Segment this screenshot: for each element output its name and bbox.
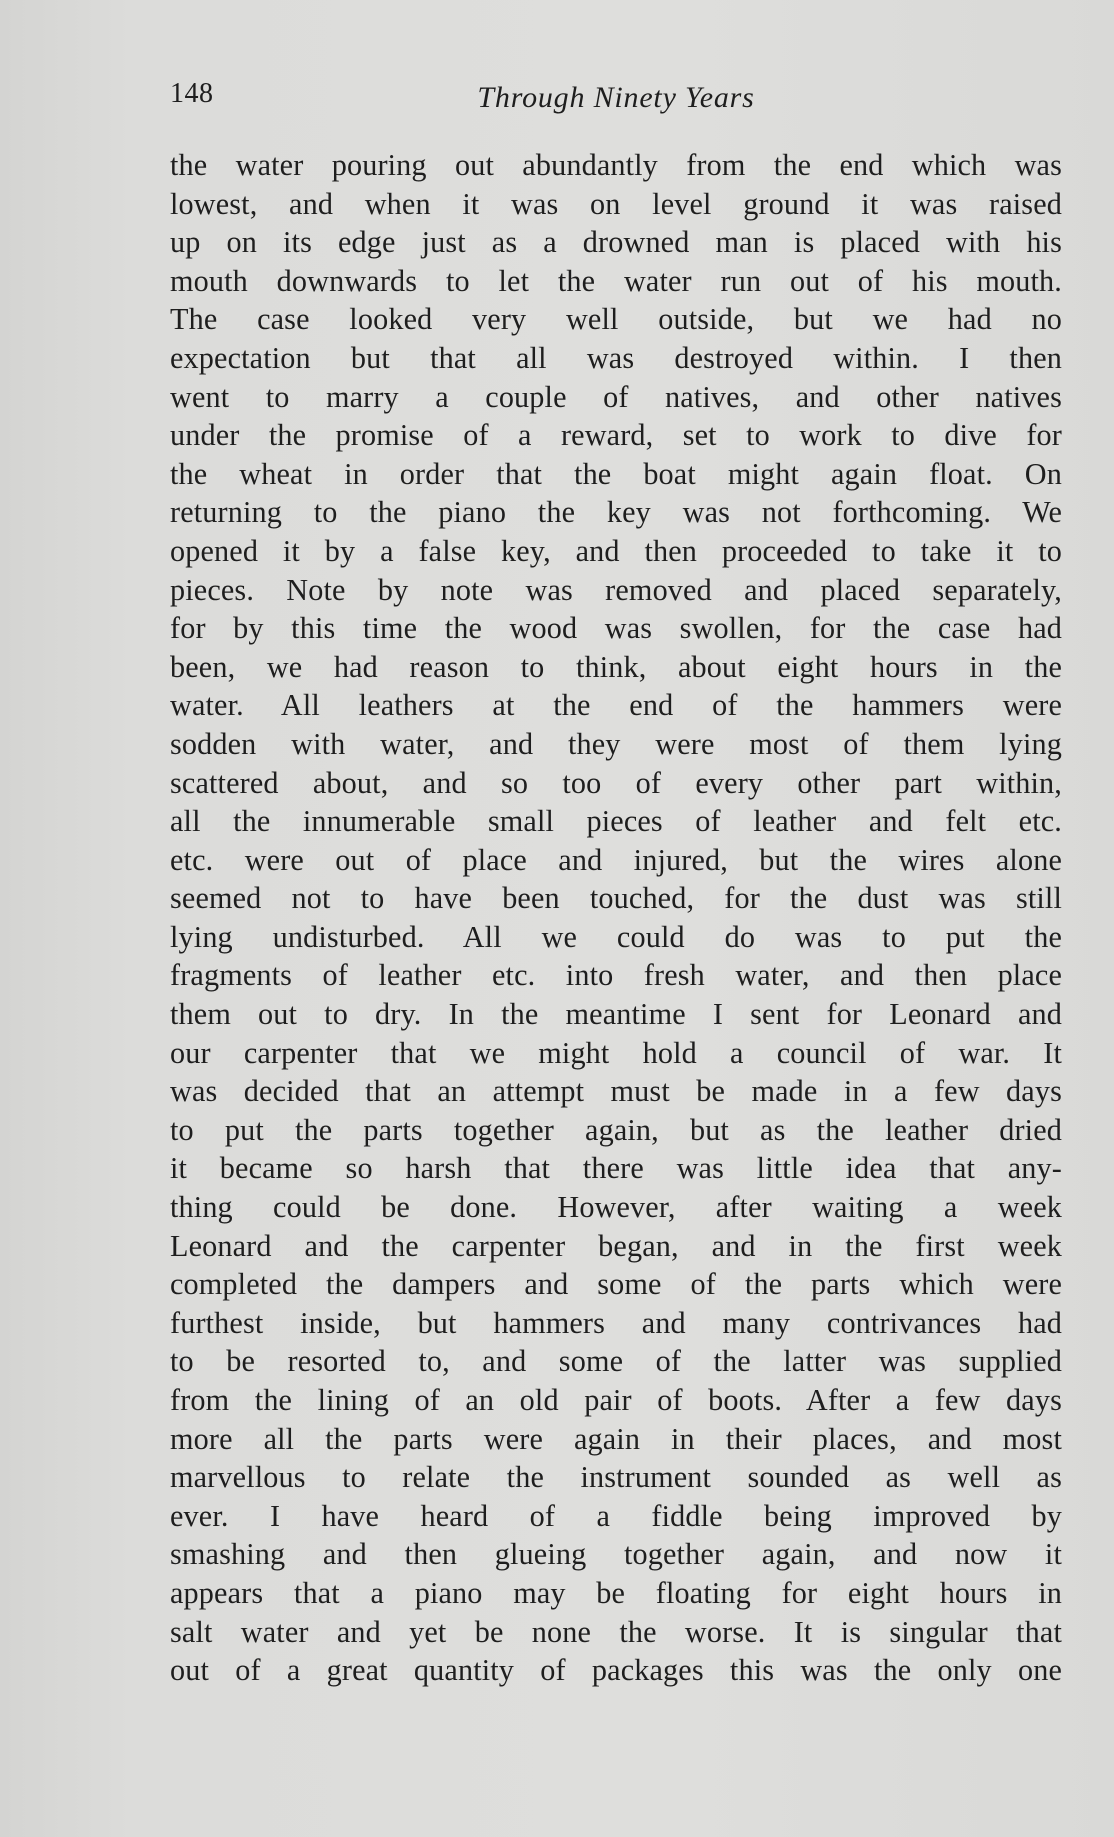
text-line: the wheat in order that the boat might again float. On (170, 456, 1062, 491)
text-line: out of a great quantity of packages this was the only one (170, 1653, 1062, 1688)
text-line: seemed not to have been touched, for the dust was still (170, 881, 1062, 916)
text-line: to put the parts together again, but as the leather dried (170, 1112, 1062, 1147)
running-title: Through Ninety Years (477, 81, 755, 114)
text-line: returning to the piano the key was not forthcoming. We (170, 495, 1062, 530)
page-number: 148 (170, 78, 214, 109)
text-line: salt water and yet be none the worse. It is singular that (170, 1614, 1062, 1649)
text-line: completed the dampers and some of the parts which were (170, 1267, 1062, 1302)
text-line: scattered about, and so too of every other part within, (170, 765, 1062, 800)
text-line: for by this time the wood was swollen, for the case had (170, 611, 1062, 646)
text-line: pieces. Note by note was removed and placed separately, (170, 572, 1062, 607)
text-line: from the lining of an old pair of boots. After a few days (170, 1383, 1062, 1417)
text-line: marvellous to relate the instrument sounded as well as (170, 1460, 1062, 1495)
text-line: opened it by a false key, and then proceeded to take it to (170, 533, 1062, 568)
text-line: it became so harsh that there was little idea that any- (170, 1151, 1062, 1186)
text-line: our carpenter that we might hold a council of war. It (170, 1035, 1062, 1070)
text-line: lowest, and when it was on level ground it was raised (170, 186, 1062, 221)
body-text (170, 146, 1062, 1690)
text-line: up on its edge just as a drowned man is placed with his (170, 225, 1062, 260)
text-line: thing could be done. However, after waiting a week (170, 1190, 1062, 1225)
text-line: The case looked very well outside, but we had no (170, 302, 1062, 337)
text-line: sodden with water, and they were most of them lying (170, 726, 1062, 761)
text-line: been, we had reason to think, about eight hours in the (170, 649, 1062, 684)
text-line: mouth downwards to let the water run out of his mouth. (170, 263, 1062, 298)
text-line: expectation but that all was destroyed within. I then (170, 340, 1062, 375)
text-line: went to marry a couple of natives, and other natives (170, 379, 1062, 414)
text-line: to be resorted to, and some of the latter was supplied (170, 1344, 1062, 1379)
page-header (170, 78, 1062, 118)
text-line: smashing and then glueing together again, and now it (170, 1537, 1062, 1572)
text-line: fragments of leather etc. into fresh water, and then place (170, 958, 1062, 993)
text-line: lying undisturbed. All we could do was to put the (170, 919, 1062, 954)
text-line: more all the parts were again in their places, and most (170, 1421, 1062, 1456)
text-line: them out to dry. In the meantime I sent for Leonard and (170, 997, 1062, 1032)
text-line: furthest inside, but hammers and many contrivances had (170, 1305, 1062, 1340)
text-line: Leonard and the carpenter began, and in the first week (170, 1228, 1062, 1263)
text-line: etc. were out of place and injured, but the wires alone (170, 842, 1062, 877)
text-line: ever. I have heard of a fiddle being improved by (170, 1498, 1062, 1533)
text-line: water. All leathers at the end of the hammers were (170, 688, 1062, 723)
text-line: appears that a piano may be floating for eight hours in (170, 1575, 1062, 1610)
text-line: all the innumerable small pieces of leather and felt etc. (170, 804, 1062, 839)
text-line: was decided that an attempt must be made in a few days (170, 1074, 1062, 1109)
text-line: under the promise of a reward, set to work to dive for (170, 418, 1062, 453)
text-line: the water pouring out abundantly from the end which was (170, 148, 1062, 182)
